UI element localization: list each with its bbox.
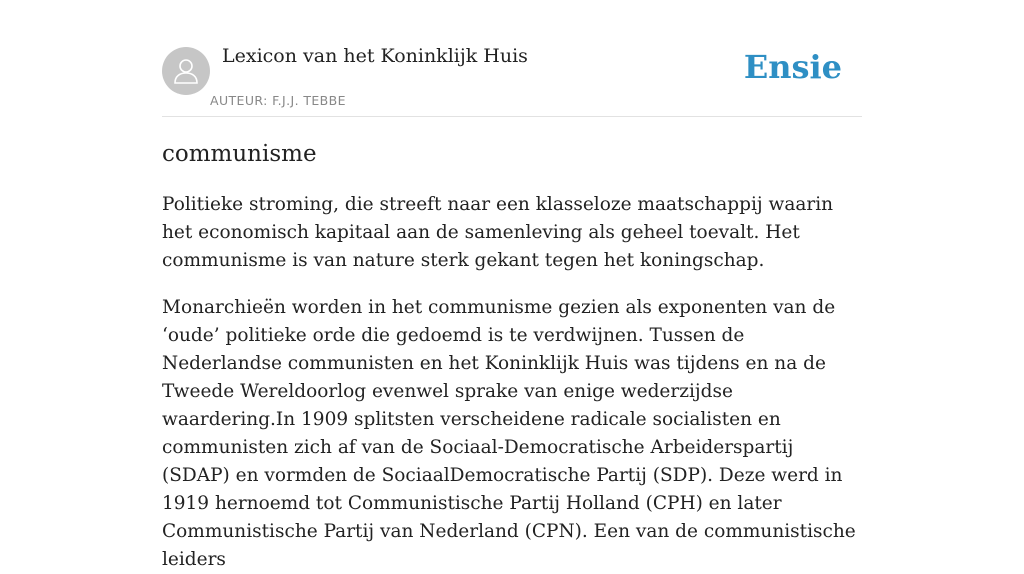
article-paragraph: Politieke stroming, die streeft naar een klasseloze maatschappij waarin het economisch kapitaal aan de samenleving als geheel toevalt. Het communisme is van nature sterk gekant tegen het koningschap.: [162, 194, 834, 271]
author-name[interactable]: F.J.J. TEBBE: [272, 93, 346, 108]
page: [162, 0, 862, 574]
source-title[interactable]: Lexicon van het Koninklijk Huis: [222, 45, 528, 67]
article-header: [162, 0, 862, 117]
author-label: AUTEUR:: [210, 93, 268, 108]
brand-logo[interactable]: Ensie: [743, 48, 842, 86]
author-avatar[interactable]: [162, 47, 210, 95]
article-title: communisme: [162, 141, 317, 167]
article-paragraph: Monarchieën worden in het communisme gezien als exponenten van de ‘oude’ politieke orde die gedoemd is te verdwijnen. Tussen de Nederlandse communisten en het Koninklijk Huis was tijdens en na de Tweede Wereldoorlog evenwel sprake van enige wederzijdse waardering.In 1909 splitsten verscheidene radicale socialisten en communisten zich af van de Sociaal-Democratische Arbeiderspartij (SDAP) en vormden de SociaalDemocratische Partij (SDP). Deze werd in 1919 hernoemd tot Communistische Partij Holland (CPH) en later Communistische Partij van Nederland (CPN). Een van de communistische leiders: [162, 297, 856, 570]
user-silhouette-icon: [171, 56, 201, 86]
author-line: [210, 93, 346, 108]
